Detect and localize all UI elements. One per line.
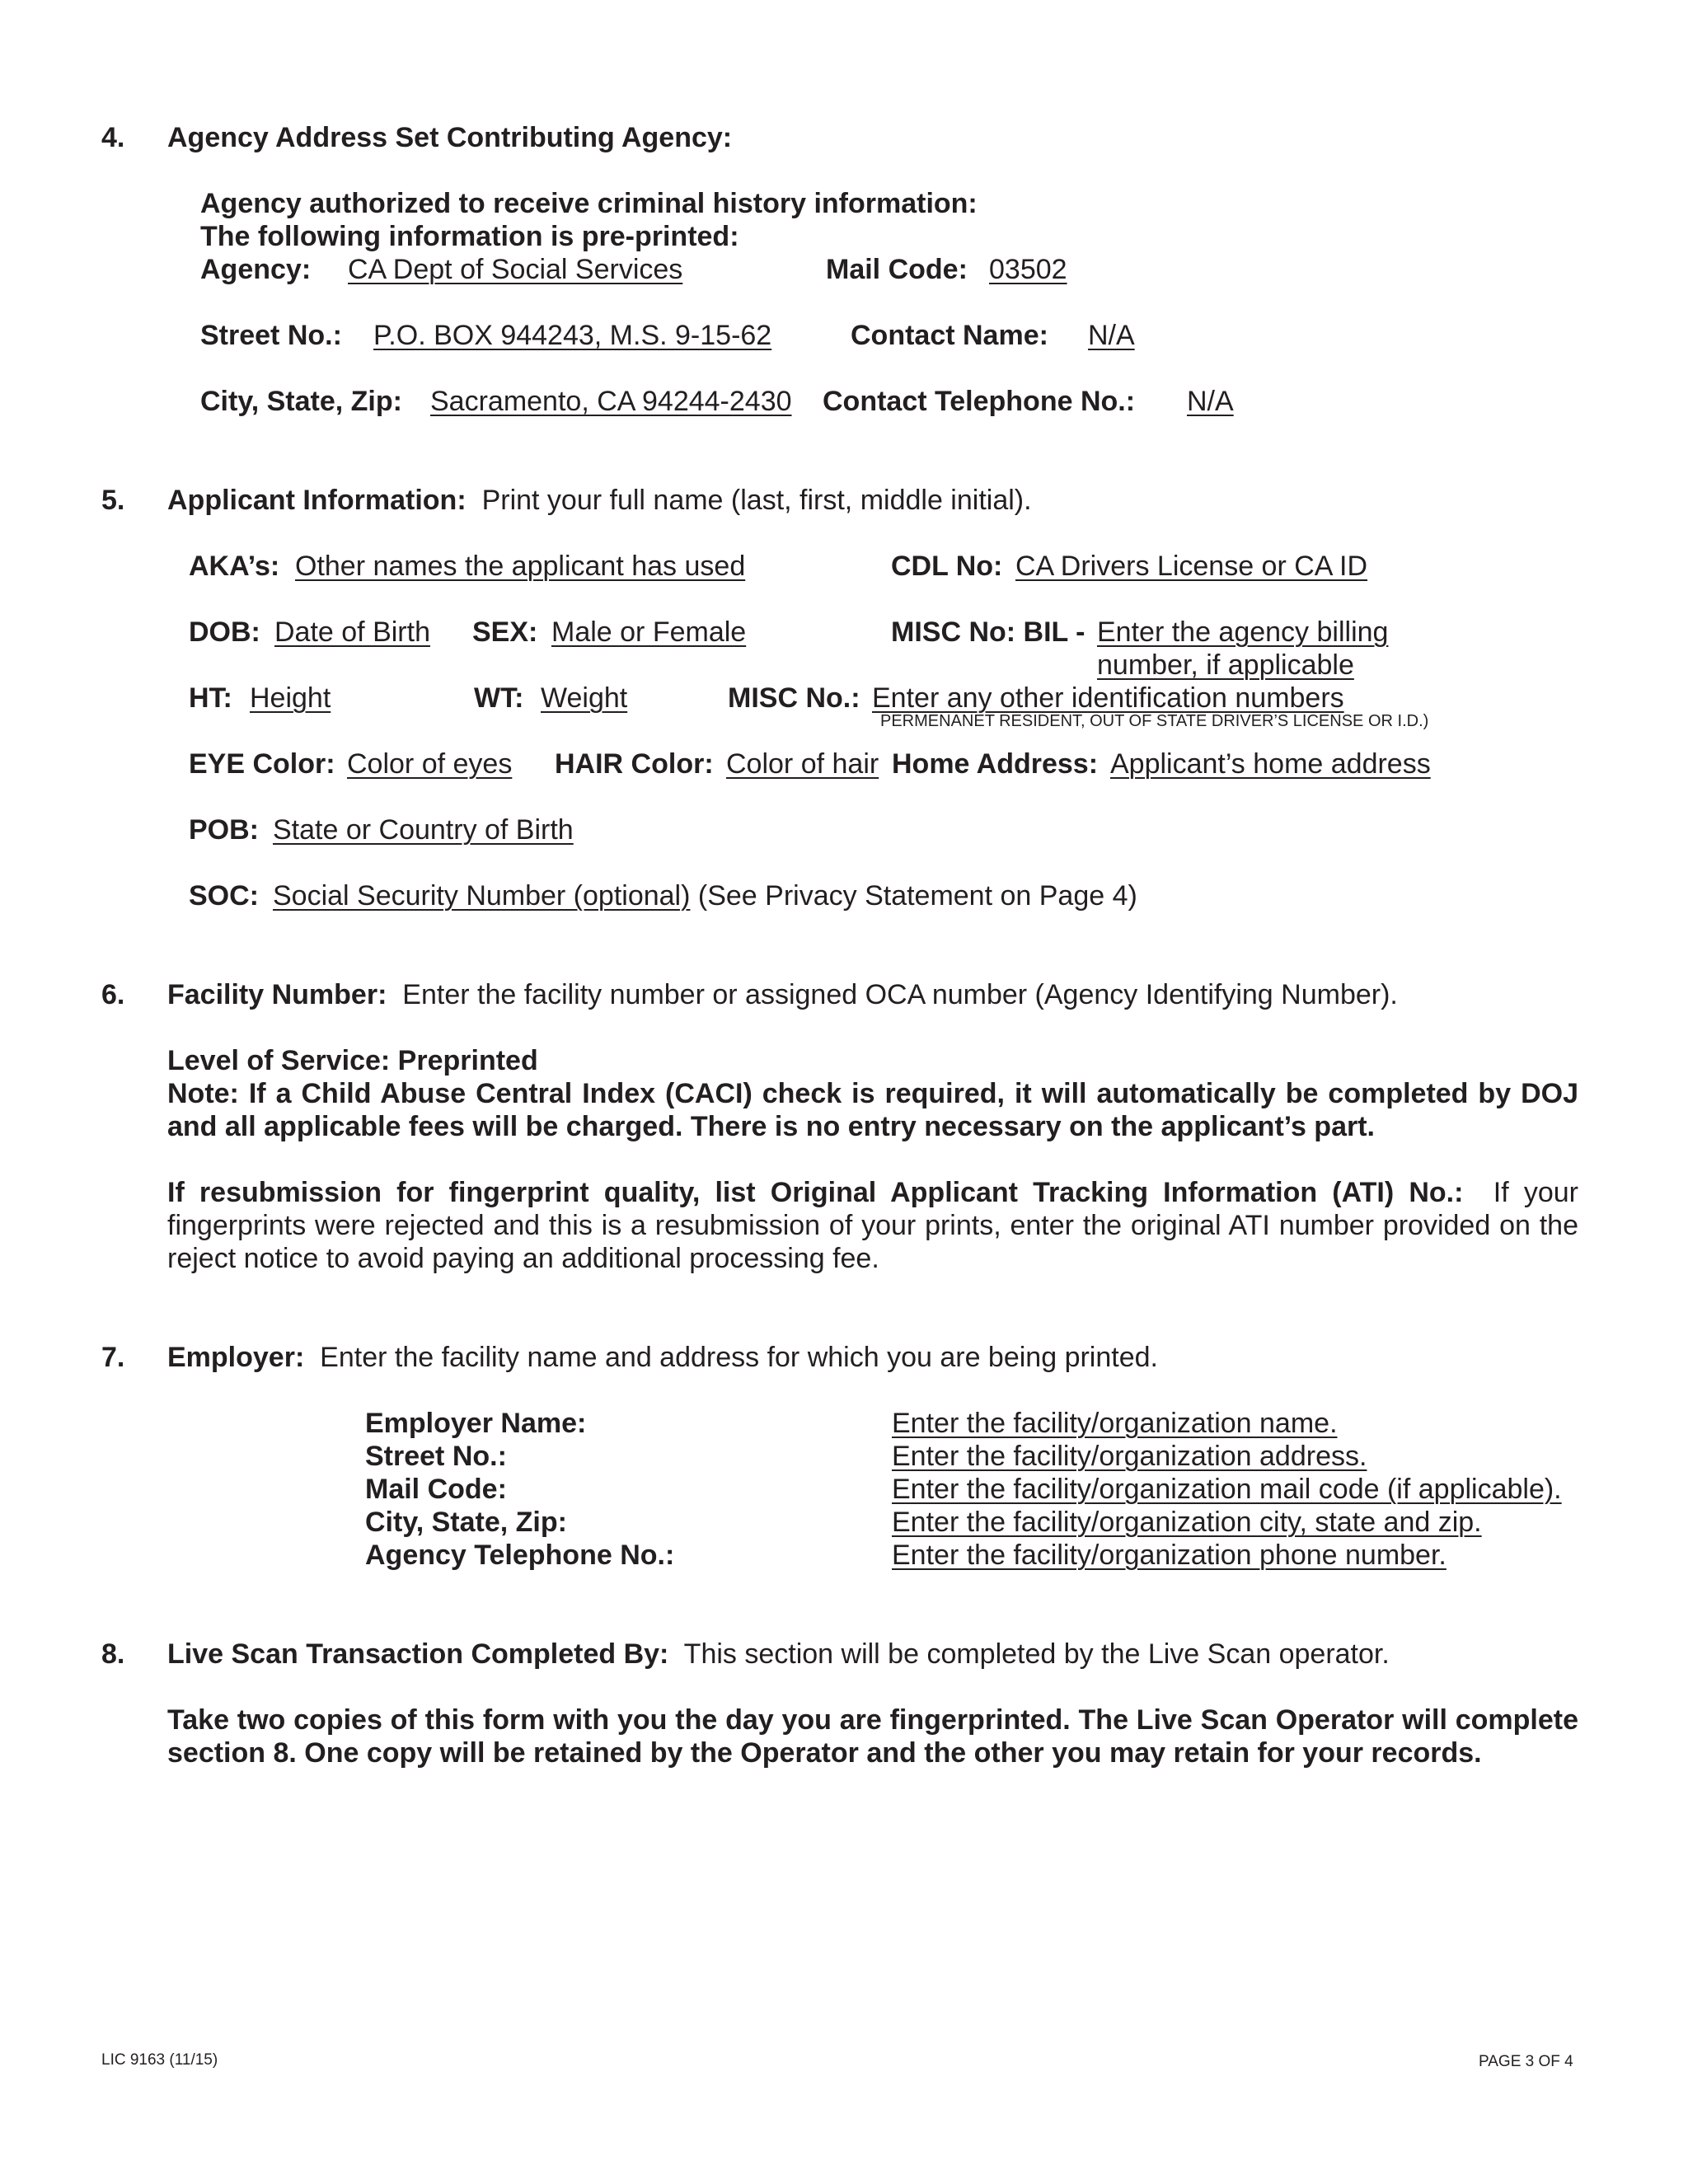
contact-phone-label: Contact Telephone No.: [823,386,1136,417]
live-scan-instructions: Take two copies of this form with you the day you are fingerprinted. The Live Scan Operator will complete section 8. One copy will be retained by the Operator and the other you may retain for your records. [167,1704,1578,1769]
pob-label: POB: [189,814,259,846]
misc-no-note: PERMENANET RESIDENT, OUT OF STATE DRIVER’S LICENSE OR I.D.) [880,712,1429,730]
street-label: Street No.: [200,320,342,351]
resubmission-text: If your fingerprints were rejected and this is a resubmission of your prints, enter the original ATI number provided on the reject notice to avoid paying an additional processing fee. [167,1177,1578,1274]
soc-line [273,879,1137,912]
misc-bil-label: MISC No: BIL - [891,616,1085,648]
employer-mail-code-label: Mail Code: [365,1474,507,1505]
dob-label: DOB: [189,616,260,648]
height-value: Height [250,682,331,714]
hair-color-label: HAIR Color: [555,748,714,780]
employer-phone-value: Enter the facility/organization phone number. [892,1540,1447,1571]
hair-color-value: Color of hair [726,748,879,780]
employer-name-label: Employer Name: [365,1408,587,1439]
aka-value: Other names the applicant has used [295,551,746,582]
section-6-heading: Facility Number: [167,979,387,1010]
pob-value: State or Country of Birth [273,814,574,846]
page-number: PAGE 3 OF 4 [1479,2053,1573,2070]
employer-mail-code-value: Enter the facility/organization mail code (if applicable). [892,1474,1562,1505]
mail-code-label: Mail Code: [826,254,968,285]
eye-color-label: EYE Color: [189,748,335,780]
employer-name-value: Enter the facility/organization name. [892,1408,1338,1439]
height-label: HT: [189,682,232,714]
home-address-label: Home Address: [892,748,1099,780]
employer-street-label: Street No.: [365,1441,507,1472]
agency-value: CA Dept of Social Services [348,254,683,285]
soc-label: SOC: [189,880,259,912]
aka-label: AKA’s: [189,551,280,582]
preprinted-line: The following information is pre-printed: [200,221,739,252]
home-address-value: Applicant’s home address [1110,748,1431,780]
section-8-heading-text: This section will be completed by the Live Scan operator. [683,1638,1390,1670]
section-5-heading-line [167,484,1032,517]
section-6-heading-line [167,978,1398,1011]
section-6-number: 6. [101,979,125,1010]
level-of-service: Level of Service: Preprinted [167,1045,538,1076]
section-7-heading-text: Enter the facility name and address for which you are being printed. [320,1342,1158,1373]
section-8-number: 8. [101,1638,125,1670]
section-4-number: 4. [101,122,125,153]
agency-label: Agency: [200,254,312,285]
contact-name-value: N/A [1088,320,1135,351]
employer-street-value: Enter the facility/organization address. [892,1441,1367,1472]
weight-value: Weight [541,682,628,714]
caci-note: Note: If a Child Abuse Central Index (CACI) check is required, it will automatically be completed by DOJ and all applicable fees will be charged. There is no entry necessary on the applicant’s part. [167,1078,1578,1142]
employer-city-value: Enter the facility/organization city, state and zip. [892,1507,1482,1538]
weight-label: WT: [474,682,524,714]
eye-color-value: Color of eyes [347,748,513,780]
contact-phone-value: N/A [1187,386,1234,417]
misc-no-label: MISC No.: [728,682,860,714]
section-7-number: 7. [101,1342,125,1373]
section-5-number: 5. [101,485,125,516]
dob-value: Date of Birth [274,616,430,648]
sex-value: Male or Female [551,616,747,648]
form-id: LIC 9163 (11/15) [101,2051,218,2069]
city-state-zip-value: Sacramento, CA 94244-2430 [430,386,792,417]
cdl-value: CA Drivers License or CA ID [1015,551,1368,582]
section-7-heading: Employer: [167,1342,305,1373]
section-5-heading-text: Print your full name (last, first, middle initial). [481,485,1032,516]
section-8-heading: Live Scan Transaction Completed By: [167,1638,669,1670]
soc-note: (See Privacy Statement on Page 4) [697,880,1137,912]
resubmission-paragraph [167,1176,1578,1275]
misc-bil-value-1: Enter the agency billing [1097,616,1389,648]
mail-code-value: 03502 [989,254,1067,285]
contact-name-label: Contact Name: [851,320,1048,351]
section-6-heading-text: Enter the facility number or assigned OCA number (Agency Identifying Number). [402,979,1398,1010]
agency-authorized-line: Agency authorized to receive criminal history information: [200,188,978,219]
section-7-heading-line [167,1341,1158,1374]
cdl-label: CDL No: [891,551,1003,582]
misc-bil-value-2: number, if applicable [1097,649,1354,681]
section-8-heading-line [167,1638,1390,1671]
sex-label: SEX: [472,616,538,648]
street-value: P.O. BOX 944243, M.S. 9-15-62 [373,320,772,351]
section-4-heading: Agency Address Set Contributing Agency: [167,122,733,153]
soc-value: Social Security Number (optional) [273,880,691,912]
employer-city-label: City, State, Zip: [365,1507,567,1538]
employer-phone-label: Agency Telephone No.: [365,1540,675,1571]
city-state-zip-label: City, State, Zip: [200,386,402,417]
resubmission-label: If resubmission for fingerprint quality, list Original Applicant Tracking Information (ATI) No.: [167,1177,1464,1208]
misc-no-value: Enter any other identification numbers [872,682,1344,714]
section-5-heading: Applicant Information: [167,485,467,516]
